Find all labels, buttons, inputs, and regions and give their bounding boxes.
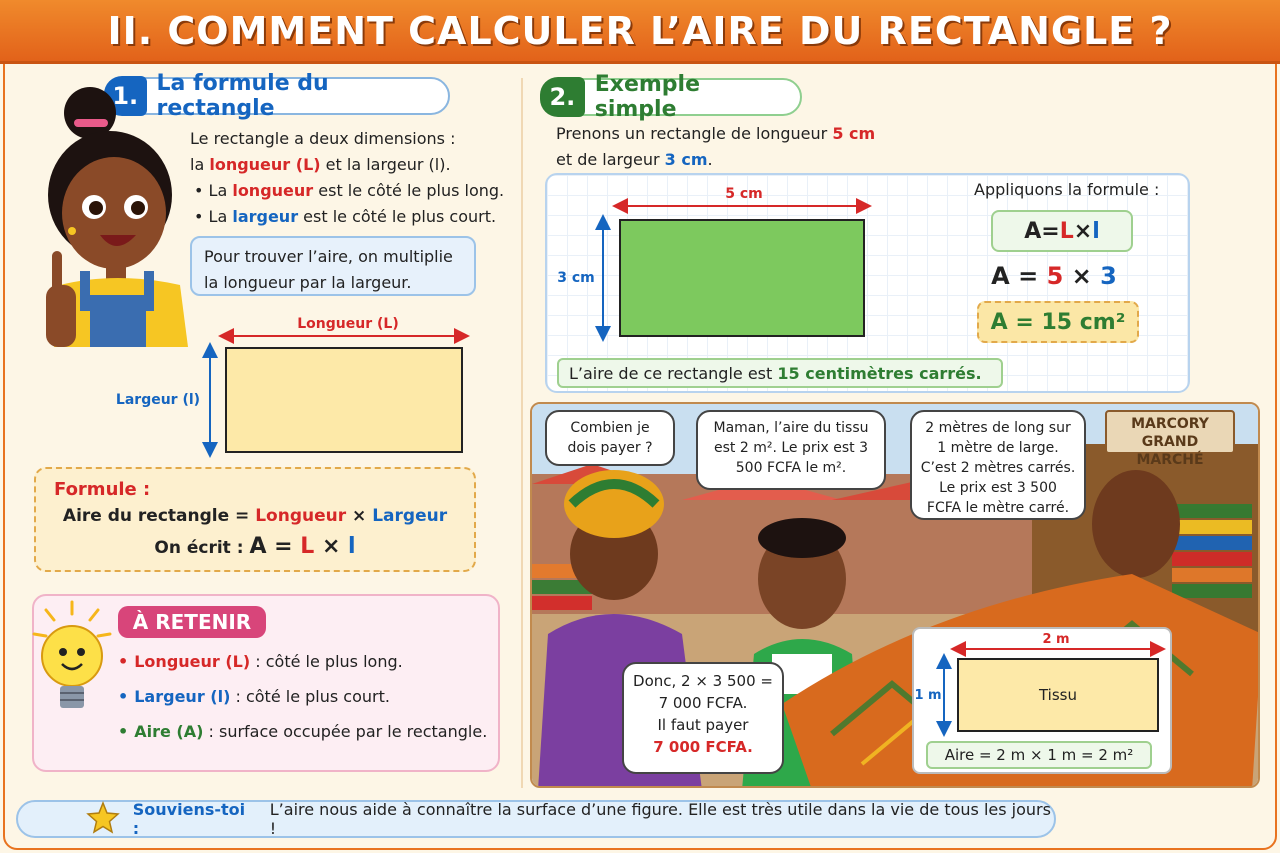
fabric-area: Aire = 2 m × 1 m = 2 m² — [926, 741, 1152, 769]
green-rectangle — [620, 220, 864, 336]
conclusion-pay: Il faut payer — [657, 716, 749, 734]
section1-intro — [190, 126, 520, 230]
formula-box — [34, 467, 476, 572]
example-side-label: 3 cm — [557, 270, 595, 286]
formula-substituted: A = 5 × 3 — [991, 262, 1117, 290]
formula-general: A = L × l — [991, 210, 1133, 252]
fabric-diagram — [912, 627, 1172, 737]
longueur-label: Longueur (L) — [297, 316, 399, 332]
example-result: L’aire de ce rectangle est 15 centimètres carrés. — [557, 358, 1003, 388]
market-sign: MARCORY GRAND MARCHÉ — [1105, 410, 1235, 454]
yellow-rectangle — [226, 348, 462, 452]
example-top-label: 5 cm — [725, 186, 763, 202]
section1-number: 1. — [104, 76, 147, 116]
girl-pointing-illustration — [20, 85, 192, 347]
example-rectangle-diagram — [550, 180, 880, 350]
formula-line2: On écrit : A = L × l — [154, 534, 356, 559]
rectangle-diagram — [110, 314, 480, 460]
speech-bubble-conclusion — [622, 662, 784, 774]
section1-title: La formule du rectangle — [156, 71, 329, 121]
section2-title: Exemple simple — [594, 72, 700, 122]
footer-text: L’aire nous aide à connaître la surface d’une figure. Elle est très utile dans la vie de tous les jours ! — [269, 800, 1051, 838]
ex-intro-line1: Prenons un rectangle de longueur 5 cm — [556, 124, 876, 143]
page-title: II. COMMENT CALCULER L’AIRE DU RECTANGLE ? — [107, 8, 1173, 53]
speech-bubble-seller: 2 mètres de long sur 1 mètre de large. C’est 2 mètres carrés. Le prix est 3 500 FCFA le mètre carré. — [910, 410, 1086, 520]
formula-line1: Aire du rectangle = Longueur × Largeur — [62, 506, 448, 526]
footer-title: Souviens-toi : — [132, 800, 246, 838]
bullet-longueur: • La longueur est le côté le plus long. — [194, 181, 505, 200]
header-banner — [0, 0, 1280, 64]
largeur-label: Largeur (l) — [115, 392, 201, 408]
apply-formula-text: Appliquons la formule : — [974, 180, 1160, 199]
column-divider — [521, 78, 523, 788]
fabric-side-label: 1 m — [914, 688, 942, 703]
formula-title: Formule : — [54, 479, 151, 500]
fabric-name: Tissu — [1038, 686, 1078, 704]
retenir-tag: À RETENIR — [118, 606, 266, 638]
lightbulb-icon — [32, 600, 112, 730]
star-icon — [86, 801, 120, 835]
section2-header — [540, 72, 802, 122]
retenir-item-aire: • Aire (A) : surface occupée par le rectangle. — [118, 722, 488, 741]
section2-number: 2. — [540, 77, 585, 117]
intro-line1: Le rectangle a deux dimensions : — [190, 129, 456, 148]
intro-line2: la longueur (L) et la largeur (l). — [190, 155, 451, 174]
section2-intro — [556, 121, 875, 173]
conclusion-amount: 7 000 FCFA. — [653, 738, 753, 756]
speech-bubble-mother: Combien je dois payer ? — [545, 410, 675, 466]
bullet-largeur: • La largeur est le côté le plus court. — [194, 207, 497, 226]
tip-box: Pour trouver l’aire, on multiplie la longueur par la largeur. — [190, 236, 476, 296]
fabric-top-label: 2 m — [1042, 632, 1070, 647]
footer-reminder — [16, 800, 1056, 838]
formula-result: A = 15 cm² — [977, 301, 1139, 343]
retenir-item-longueur: • Longueur (L) : côté le plus long. — [118, 652, 403, 671]
retenir-list — [118, 648, 488, 753]
ex-intro-line2: et de largeur 3 cm. — [556, 150, 713, 169]
retenir-item-largeur: • Largeur (l) : côté le plus court. — [118, 687, 390, 706]
conclusion-calc: Donc, 2 × 3 500 = 7 000 FCFA. — [633, 672, 773, 712]
speech-bubble-boy: Maman, l’aire du tissu est 2 m². Le prix est 3 500 FCFA le m². — [696, 410, 886, 490]
